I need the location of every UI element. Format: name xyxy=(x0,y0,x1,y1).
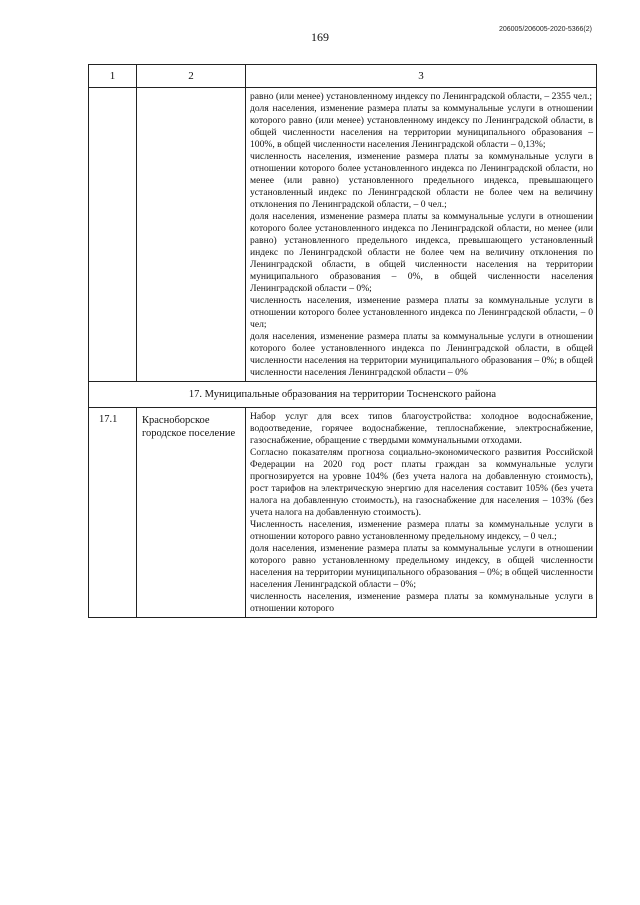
entry-description-cell xyxy=(246,408,597,618)
table-header-row xyxy=(89,65,597,88)
column-header-3: 3 xyxy=(246,65,597,88)
page-number: 169 xyxy=(311,30,329,44)
entry-paragraph: численность населения, изменение размера платы за коммунальные услуги в отношении которого xyxy=(250,591,593,614)
continuation-paragraph: доля населения, изменение размера платы за коммунальные услуги в отношении которого более установленного индекса по Ленинградской области, в общей численности населения на территории муниципального образования – 0%; в общей численности населения Ленинградской области – 0% xyxy=(250,331,593,378)
continuation-paragraph: доля населения, изменение размера платы за коммунальные услуги в отношении которого равно (или менее) установленному индексу по Ленинградской области, в общей численности населения на территории муниципального образования – 100%, в общей численности населения Ленинградской области – 0,13%; xyxy=(250,103,593,150)
entry-number: 17.1 xyxy=(89,408,137,618)
entry-municipality: Красноборское городское поселение xyxy=(137,408,246,618)
column-header-2: 2 xyxy=(137,65,246,88)
tariff-table xyxy=(88,64,597,618)
continuation-paragraph: численность населения, изменение размера платы за коммунальные услуги в отношении которого более установленного индекса по Ленинградской области, – 0 чел; xyxy=(250,295,593,330)
empty-number-cell xyxy=(89,88,137,382)
continuation-text-cell xyxy=(246,88,597,382)
entry-paragraph: Набор услуг для всех типов благоустройства: холодное водоснабжение, водоотведение, горячее водоснабжение, теплоснабжение, электроснабжение, газоснабжение, обращение с твердыми коммунальными отходами. xyxy=(250,411,593,446)
entry-paragraph: Согласно показателям прогноза социально-экономического развития Российской Федерации на 2020 год рост платы граждан за коммунальные услуги прогнозируется на уровне 104% (без учета налога на добавленную стоимость), рост тарифов на электрическую энергию для населения составит 105% (без учета налога на добавленную стоимость), на газоснабжение для населения – 103% (без учета налога на добавленную стоимость). xyxy=(250,447,593,518)
section-heading-row xyxy=(89,382,597,408)
entry-row xyxy=(89,408,597,618)
continuation-row xyxy=(89,88,597,382)
entry-paragraph: Численность населения, изменение размера платы за коммунальные услуги в отношении которого равно установленному предельному индексу, – 0 чел.; xyxy=(250,519,593,542)
empty-municipality-cell xyxy=(137,88,246,382)
continuation-paragraph: доля населения, изменение размера платы за коммунальные услуги в отношении которого более установленного индекса по Ленинградской области, но менее (или равно) установленного предельного индекса, превышающего установленный индекс по Ленинградской области не более чем на величину отклонения по Ленинградской области, в общей численности населения на территории муниципального образования – 0%, в общей численности населения Ленинградской области – 0%; xyxy=(250,211,593,294)
section-title: 17. Муниципальные образования на территории Тосненского района xyxy=(89,382,597,408)
continuation-paragraph: равно (или менее) установленному индексу по Ленинградской области, – 2355 чел.; xyxy=(250,91,593,102)
entry-paragraph: доля населения, изменение размера платы за коммунальные услуги в отношении которого равно установленному предельному индексу, в общей численности населения на территории муниципального образования – 0%; в общей численности населения Ленинградской области – 0%; xyxy=(250,543,593,590)
column-header-1: 1 xyxy=(89,65,137,88)
document-code: 206005/206005-2020-5366(2) xyxy=(498,26,592,33)
continuation-paragraph: численность населения, изменение размера платы за коммунальные услуги в отношении которого более установленного индекса по Ленинградской области, но менее (или равно) установленного предельного индекса, превышающего установленный индекс по Ленинградской области не более чем на величину отклонения по Ленинградской области, – 0 чел.; xyxy=(250,151,593,210)
